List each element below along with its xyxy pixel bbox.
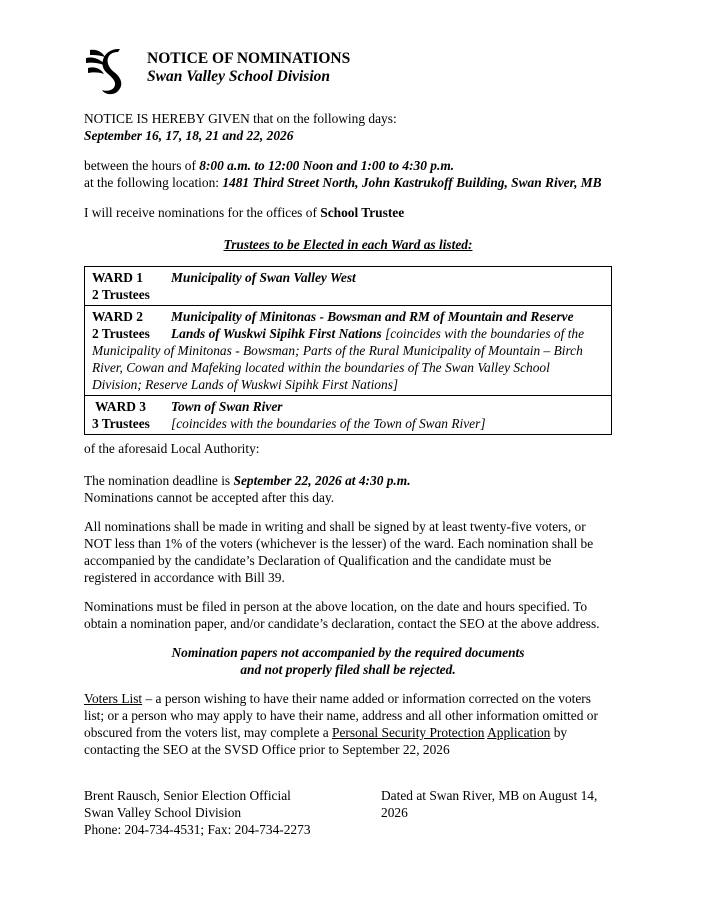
application-link[interactable]: Application	[487, 725, 551, 740]
voters-list-link[interactable]: Voters List	[84, 691, 143, 706]
ward-detail: Division; Reserve Lands of Wuskwi Sipihk First Nations]	[92, 377, 399, 392]
location-prefix: at the following location:	[84, 175, 223, 190]
nomination-days: September 16, 17, 18, 21 and 22, 2026	[84, 128, 294, 143]
filing-paragraph	[84, 598, 644, 632]
official-name: Brent Rausch, Senior Election Official	[84, 788, 291, 803]
trustee-count: 2 Trustees	[92, 326, 150, 341]
paragraph-line: contacting the SEO at the SVSD Office prior to September 22, 2026	[84, 742, 450, 757]
deadline-block	[84, 472, 624, 506]
ward-row	[85, 396, 611, 434]
wards-heading	[84, 236, 612, 253]
notice-header	[84, 46, 644, 96]
page-title: NOTICE OF NOMINATIONS	[147, 50, 351, 67]
ward-name: Town of Swan River	[171, 399, 283, 414]
ward-code: WARD 1	[92, 270, 143, 285]
ward-boundary-text: [coincides with the boundaries of the	[381, 326, 585, 341]
swan-logo-icon	[84, 46, 142, 96]
paragraph-line: accompanied by the candidate’s Declaration of Qualification and the candidate must be	[84, 553, 552, 568]
ward-name-secondary: Lands of Wuskwi Sipihk First Nations	[171, 326, 382, 341]
wards-heading-text: Trustees to be Elected in each Ward as listed:	[223, 237, 473, 252]
ward-row	[85, 306, 611, 396]
offices-line	[84, 204, 624, 221]
hours-line	[84, 157, 644, 174]
trustee-count: 2 Trustees	[92, 287, 150, 302]
warning-line: and not properly filed shall be rejected.	[240, 662, 456, 677]
wards-table	[84, 266, 612, 435]
offices-value: School Trustee	[320, 205, 405, 220]
ward-code: WARD 2	[92, 309, 143, 324]
location-line	[84, 174, 644, 191]
voters-list-paragraph: Voters List – a person wishing to have their name added or information corrected on the voters list; or a person who may apply to have their name, address and all other information omitted or obscured from the voters list, may complete a Personal Security Protection Application by contacting the SEO at the SVSD Office prior to September 22, 2026	[84, 690, 644, 758]
ward-detail: River, Cowan and Mafeking located within the boundaries of The Swan Valley School	[92, 360, 550, 375]
warning-line: Nomination papers not accompanied by the required documents	[171, 645, 525, 660]
intro-given: NOTICE IS HEREBY GIVEN that on the following days:	[84, 111, 397, 126]
deadline-value: September 22, 2026 at 4:30 p.m.	[233, 473, 411, 488]
location-value: 1481 Third Street North, John Kastrukoff Building, Swan River, MB	[222, 175, 602, 190]
paragraph-line: registered in accordance with Bill 39.	[84, 570, 285, 585]
hours-location-block	[84, 157, 644, 191]
rejection-warning	[84, 644, 612, 678]
title-block	[147, 50, 350, 86]
ward-detail: Municipality of Minitonas - Bowsman; Parts of the Rural Municipality of Mountain – Birch	[92, 343, 583, 358]
page-subtitle: Swan Valley School Division	[147, 68, 331, 85]
ward-name: Municipality of Swan Valley West	[171, 270, 356, 285]
requirements-paragraph	[84, 518, 644, 586]
paragraph-line: list; or a person who may apply to have their name, address and all other information omitted or	[84, 708, 598, 723]
signature-block	[84, 787, 384, 838]
paragraph-line: – a person wishing to have their name added or information corrected on the voters	[142, 691, 591, 706]
ward-name: Municipality of Minitonas - Bowsman and RM of Mountain and Reserve	[171, 309, 574, 324]
paragraph-line: obtain a nomination paper, and/or candidate’s declaration, contact the SEO at the above address.	[84, 616, 600, 631]
ward-row	[85, 267, 611, 306]
hours-prefix: between the hours of	[84, 158, 200, 173]
paragraph-line: Nominations must be filed in person at the above location, on the date and hours specified. To	[84, 599, 588, 614]
contact-phone: Phone: 204-734-4531; Fax: 204-734-2273	[84, 822, 311, 837]
division-name: Swan Valley School Division	[84, 805, 242, 820]
offices-prefix: I will receive nominations for the offices of	[84, 205, 321, 220]
hours-value: 8:00 a.m. to 12:00 Noon and 1:00 to 4:30 p.m.	[199, 158, 455, 173]
paragraph-line: All nominations shall be made in writing and shall be signed by at least twenty-five voters, or	[84, 519, 586, 534]
security-protection-link[interactable]: Personal Security Protection	[332, 725, 485, 740]
ward-boundary-text: [coincides with the boundaries of the Town of Swan River]	[171, 416, 486, 431]
ward-code: WARD 3	[95, 399, 146, 414]
intro-block	[84, 110, 624, 144]
deadline-note: Nominations cannot be accepted after this day.	[84, 490, 335, 505]
paragraph-line: NOT less than 1% of the voters (whichever is the lesser) of the ward. Each nomination shall be	[84, 536, 594, 551]
paragraph-line: obscured from the voters list, may complete a	[84, 725, 333, 740]
deadline-prefix: The nomination deadline is	[84, 473, 234, 488]
authority-line: of the aforesaid Local Authority:	[84, 441, 260, 456]
trustee-count: 3 Trustees	[92, 416, 150, 431]
dated-line: Dated at Swan River, MB on August 14, 2026	[381, 788, 598, 820]
